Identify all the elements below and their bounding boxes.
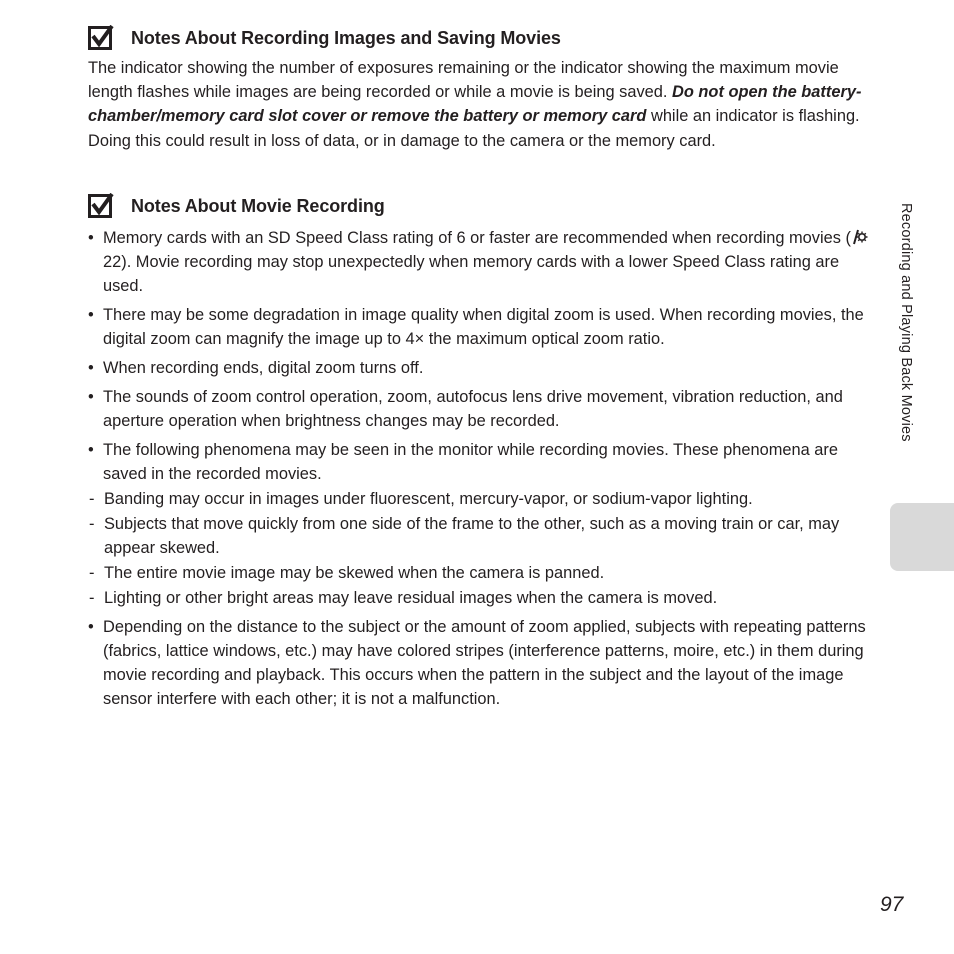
check-box-icon (88, 193, 114, 219)
reference-mark-icon (851, 229, 868, 245)
sub-list (88, 487, 868, 610)
list-item: • When recording ends, digital zoom turns off. (88, 356, 868, 380)
list-item: • There may be some degradation in image quality when digital zoom is used. When recording movies, the digital zoom can magnify the image up to 4× the maximum optical zoom ratio. (88, 303, 868, 351)
note-heading (88, 24, 868, 52)
note-text: The indicator showing the number of exposures remaining or the indicator showing the maximum movie length flashes while images are being recorded or while a movie is being saved. (88, 59, 839, 102)
list-item (88, 438, 868, 610)
list-item: • The sounds of zoom control operation, zoom, autofocus lens drive movement, vibration reduction, and aperture operation when brightness changes may be recorded. (88, 385, 868, 433)
note-movie-recording (88, 192, 868, 716)
list-item-text: Memory cards with an SD Speed Class rating of 6 or faster are recommended when recording movies ( (103, 229, 851, 247)
page-reference[interactable]: 22 (103, 253, 122, 271)
note-heading (88, 192, 868, 220)
list-item (88, 226, 868, 298)
chapter-side-label: Recording and Playing Back Movies (898, 203, 914, 442)
bullet-list (88, 226, 868, 711)
warning-text: Do not open the battery-chamber/memory card slot cover or remove the battery or memory card (88, 83, 862, 126)
note-text-end: while an indicator is flashing. Doing this could result in loss of data, or in damage to the camera or the memory card. (88, 107, 860, 150)
note-body (88, 56, 868, 153)
sub-item: - Subjects that move quickly from one side of the frame to the other, such as a moving train or car, may appear skewed. (88, 512, 868, 560)
page-number: 97 (880, 893, 904, 916)
list-item: • Depending on the distance to the subject or the amount of zoom applied, subjects with repeating patterns (fabrics, lattice windows, etc.) may have colored stripes (interference patterns, moire, etc.) in them during movie recording and playback. This occurs when the pattern in the subject and the layout of the image sensor interfere with each other; it is not a malfunction. (88, 615, 868, 711)
check-box-icon (88, 25, 114, 51)
note-title: Notes About Movie Recording (131, 195, 385, 216)
note-title: Notes About Recording Images and Saving Movies (131, 27, 561, 48)
list-item-text: ). Movie recording may stop unexpectedly when memory cards with a lower Speed Class rating are used. (103, 253, 840, 295)
sub-item: - The entire movie image may be skewed when the camera is panned. (88, 561, 868, 585)
list-item-text: The following phenomena may be seen in the monitor while recording movies. These phenomena are saved in the recorded movies. (103, 441, 838, 483)
note-recording-images (88, 24, 868, 153)
sub-item: - Banding may occur in images under fluorescent, mercury-vapor, or sodium-vapor lighting. (88, 487, 868, 511)
chapter-tab (890, 503, 954, 571)
sub-item: - Lighting or other bright areas may leave residual images when the camera is moved. (88, 586, 868, 610)
